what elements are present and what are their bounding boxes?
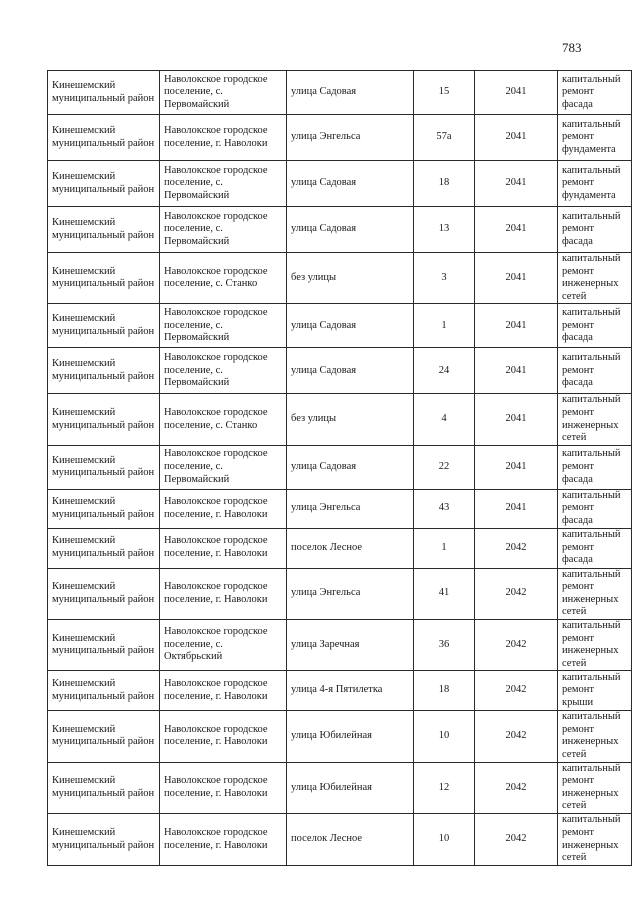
settlement-cell-text: Наволокское городское поселение, с. Первомайский [164,164,268,201]
year-cell [475,304,558,348]
work-type-cell-text: капитальный ремонт инженерных сетей [562,762,621,812]
year-cell [475,711,558,762]
year-cell [475,161,558,207]
street-cell-text: улица Садовая [291,460,357,472]
area-cell [48,671,160,711]
area-cell [48,814,160,866]
street-cell [287,348,414,394]
year-cell [475,71,558,115]
street-cell-text: улица Энгельса [291,131,361,143]
street-cell [287,161,414,207]
settlement-cell-text: Наволокское городское поселение, г. Наволоки [164,535,268,560]
settlement-cell [160,348,287,394]
street-cell [287,489,414,528]
house-number-cell-text: 43 [438,502,450,514]
year-cell [475,207,558,253]
area-cell-text: Кинешемский муниципальный район [52,632,155,657]
table-row [48,814,632,866]
area-cell [48,711,160,762]
work-type-cell-text: капитальный ремонт фасада [562,529,621,566]
area-cell-text: Кинешемский муниципальный район [52,454,155,479]
year-cell-text: 2041 [505,223,527,235]
settlement-cell-text: Наволокское городское поселение, с. Станко [164,406,268,431]
house-number-cell-text: 1 [441,319,447,331]
street-cell [287,71,414,115]
work-type-cell [558,528,632,568]
house-number-cell-text: 41 [438,587,450,599]
year-cell [475,445,558,489]
area-cell [48,394,160,445]
area-cell [48,115,160,161]
work-type-cell [558,762,632,813]
house-number-cell-text: 3 [441,271,447,283]
table-row [48,528,632,568]
house-number-cell [414,71,475,115]
work-type-cell-text: капитальный ремонт крыши [562,671,621,709]
street-cell-text: без улицы [291,271,337,283]
area-cell-text: Кинешемский муниципальный район [52,775,155,799]
work-type-cell [558,304,632,348]
work-type-cell-text: капитальный ремонт фасада [562,351,621,389]
settlement-cell-text: Наволокское городское поселение, г. Наволоки [164,723,268,748]
work-type-cell-text: капитальный ремонт инженерных сетей [562,711,621,761]
street-cell [287,671,414,711]
year-cell [475,528,558,568]
street-cell-text: поселок Лесное [291,541,363,553]
work-type-cell [558,619,632,670]
area-cell [48,445,160,489]
house-number-cell-text: 24 [438,364,450,376]
area-cell-text: Кинешемский муниципальный район [52,678,155,702]
street-cell-text: улица Энгельса [291,502,361,514]
house-number-cell [414,161,475,207]
year-cell-text: 2041 [505,131,527,143]
street-cell [287,304,414,348]
work-type-cell [558,489,632,528]
area-cell [48,161,160,207]
settlement-cell-text: Наволокское городское поселение, с. Станко [164,265,268,290]
street-cell-text: улица Юбилейная [291,781,372,793]
year-cell-text: 2041 [505,319,527,331]
area-cell-text: Кинешемский муниципальный район [52,216,155,241]
settlement-cell [160,814,287,866]
area-cell [48,253,160,304]
year-cell-text: 2042 [505,781,527,793]
work-type-cell [558,71,632,115]
year-cell-text: 2042 [505,730,527,742]
house-number-cell [414,304,475,348]
work-type-cell [558,207,632,253]
work-type-cell [558,348,632,394]
year-cell-text: 2042 [505,587,527,599]
settlement-cell-text: Наволокское городское поселение, с. Первомайский [164,306,268,344]
house-number-cell [414,568,475,619]
table-row [48,207,632,253]
settlement-cell-text: Наволокское городское поселение, г. Наволоки [164,826,268,851]
house-number-cell [414,711,475,762]
area-cell-text: Кинешемский муниципальный район [52,581,155,605]
settlement-cell [160,619,287,670]
settlement-cell-text: Наволокское городское поселение, г. Наволоки [164,124,268,149]
street-cell-text: улица Садовая [291,319,357,331]
street-cell-text: улица Заречная [291,638,360,650]
street-cell [287,528,414,568]
year-cell [475,671,558,711]
street-cell [287,207,414,253]
area-cell-text: Кинешемский муниципальный район [52,496,155,520]
work-type-cell [558,671,632,711]
table-row [48,253,632,304]
settlement-cell [160,161,287,207]
street-cell-text: без улицы [291,413,337,425]
settlement-cell-text: Наволокское городское поселение, с. Первомайский [164,351,268,389]
house-number-cell [414,762,475,813]
area-cell-text: Кинешемский муниципальный район [52,170,155,195]
street-cell [287,445,414,489]
area-cell [48,528,160,568]
table-row [48,619,632,670]
year-cell-text: 2041 [505,364,527,376]
street-cell [287,568,414,619]
year-cell-text: 2041 [505,502,527,514]
table-row [48,489,632,528]
work-type-cell [558,253,632,304]
year-cell [475,814,558,866]
settlement-cell [160,489,287,528]
table-row [48,304,632,348]
area-cell-text: Кинешемский муниципальный район [52,406,155,431]
street-cell-text: улица Садовая [291,223,357,235]
settlement-cell [160,445,287,489]
house-number-cell-text: 12 [438,781,450,793]
settlement-cell-text: Наволокское городское поселение, г. Наволоки [164,581,268,605]
work-type-cell-text: капитальный ремонт инженерных сетей [562,253,621,302]
house-number-cell [414,489,475,528]
year-cell [475,762,558,813]
street-cell-text: улица Юбилейная [291,730,372,742]
area-cell [48,207,160,253]
house-number-cell-text: 36 [438,638,450,650]
table-row [48,762,632,813]
house-number-cell-text: 10 [438,833,450,845]
house-number-cell-text: 22 [438,460,450,472]
street-cell-text: поселок Лесное [291,833,363,845]
area-cell [48,568,160,619]
table-row [48,71,632,115]
area-cell [48,762,160,813]
work-type-cell [558,161,632,207]
street-cell-text: улица Садовая [291,177,357,189]
house-number-cell-text: 4 [441,413,447,425]
year-cell-text: 2041 [505,177,527,189]
year-cell [475,619,558,670]
area-cell [48,304,160,348]
street-cell [287,762,414,813]
settlement-cell-text: Наволокское городское поселение, с. Первомайский [164,448,268,485]
house-number-cell [414,207,475,253]
work-type-cell [558,115,632,161]
house-number-cell [414,115,475,161]
year-cell [475,394,558,445]
year-cell [475,348,558,394]
year-cell-text: 2041 [505,86,527,98]
work-type-cell-text: капитальный ремонт фасада [562,489,621,526]
street-cell-text: улица Садовая [291,364,357,376]
area-cell-text: Кинешемский муниципальный район [52,826,155,851]
house-number-cell-text: 18 [438,684,450,696]
area-cell [48,619,160,670]
work-type-cell-text: капитальный ремонт фасада [562,210,621,247]
year-cell [475,253,558,304]
work-type-cell-text: капитальный ремонт фасада [562,73,621,110]
house-number-cell [414,253,475,304]
area-cell [48,489,160,528]
street-cell-text: улица 4-я Пятилетка [291,684,383,696]
settlement-cell [160,207,287,253]
house-number-cell-text: 15 [438,86,450,98]
settlement-cell-text: Наволокское городское поселение, г. Наволоки [164,496,268,520]
area-cell-text: Кинешемский муниципальный район [52,124,155,149]
house-number-cell-text: 10 [438,730,450,742]
table-row [48,348,632,394]
work-type-cell-text: капитальный ремонт фасада [562,306,621,344]
house-number-cell [414,528,475,568]
area-cell [48,71,160,115]
year-cell-text: 2042 [505,684,527,696]
work-type-cell [558,814,632,866]
year-cell [475,489,558,528]
house-number-cell [414,814,475,866]
street-cell-text: улица Энгельса [291,587,361,599]
settlement-cell [160,528,287,568]
house-number-cell-text: 1 [441,541,447,553]
area-cell-text: Кинешемский муниципальный район [52,723,155,748]
house-number-cell [414,619,475,670]
year-cell-text: 2041 [505,460,527,472]
year-cell-text: 2041 [505,271,527,283]
settlement-cell-text: Наволокское городское поселение, с. Первомайский [164,73,268,110]
year-cell-text: 2042 [505,638,527,650]
settlement-cell [160,568,287,619]
table-row [48,161,632,207]
work-type-cell [558,711,632,762]
area-cell-text: Кинешемский муниципальный район [52,79,155,104]
table-row [48,115,632,161]
street-cell [287,253,414,304]
area-cell-text: Кинешемский муниципальный район [52,535,155,560]
street-cell [287,814,414,866]
street-cell-text: улица Садовая [291,86,357,98]
settlement-cell-text: Наволокское городское поселение, с. Первомайский [164,210,268,247]
settlement-cell-text: Наволокское городское поселение, с. Октябрьский [164,626,268,663]
street-cell [287,115,414,161]
year-cell-text: 2042 [505,833,527,845]
house-number-cell-text: 13 [438,223,450,235]
work-type-cell [558,445,632,489]
house-number-cell-text: 57а [436,131,452,143]
work-type-cell-text: капитальный ремонт инженерных сетей [562,568,621,618]
area-cell [48,348,160,394]
area-cell-text: Кинешемский муниципальный район [52,358,155,382]
settlement-cell-text: Наволокское городское поселение, г. Наволоки [164,775,268,799]
work-type-cell-text: капитальный ремонт инженерных сетей [562,619,621,669]
work-type-cell-text: капитальный ремонт фундамента [562,118,621,155]
settlement-cell [160,711,287,762]
house-number-cell [414,348,475,394]
table-row [48,445,632,489]
table-row [48,394,632,445]
settlement-cell [160,115,287,161]
area-cell-text: Кинешемский муниципальный район [52,265,155,290]
settlement-cell [160,671,287,711]
year-cell-text: 2041 [505,413,527,425]
street-cell [287,711,414,762]
settlement-cell [160,304,287,348]
settlement-cell-text: Наволокское городское поселение, г. Наволоки [164,678,268,702]
settlement-cell [160,394,287,445]
year-cell [475,568,558,619]
table-row [48,711,632,762]
house-number-cell [414,445,475,489]
street-cell [287,394,414,445]
house-number-cell [414,671,475,711]
year-cell [475,115,558,161]
work-type-cell-text: капитальный ремонт инженерных сетей [562,394,621,444]
page-number: 783 [562,40,582,55]
work-type-cell-text: капитальный ремонт фасада [562,448,621,485]
year-cell-text: 2042 [505,541,527,553]
street-cell [287,619,414,670]
work-type-cell [558,568,632,619]
work-type-cell-text: капитальный ремонт фундамента [562,164,621,201]
area-cell-text: Кинешемский муниципальный район [52,313,155,337]
settlement-cell [160,71,287,115]
work-type-cell [558,394,632,445]
table-row [48,671,632,711]
settlement-cell [160,253,287,304]
work-type-cell-text: капитальный ремонт инженерных сетей [562,814,621,864]
table-row [48,568,632,619]
house-number-cell [414,394,475,445]
house-number-cell-text: 18 [438,177,450,189]
repair-schedule-table [47,70,632,866]
settlement-cell [160,762,287,813]
